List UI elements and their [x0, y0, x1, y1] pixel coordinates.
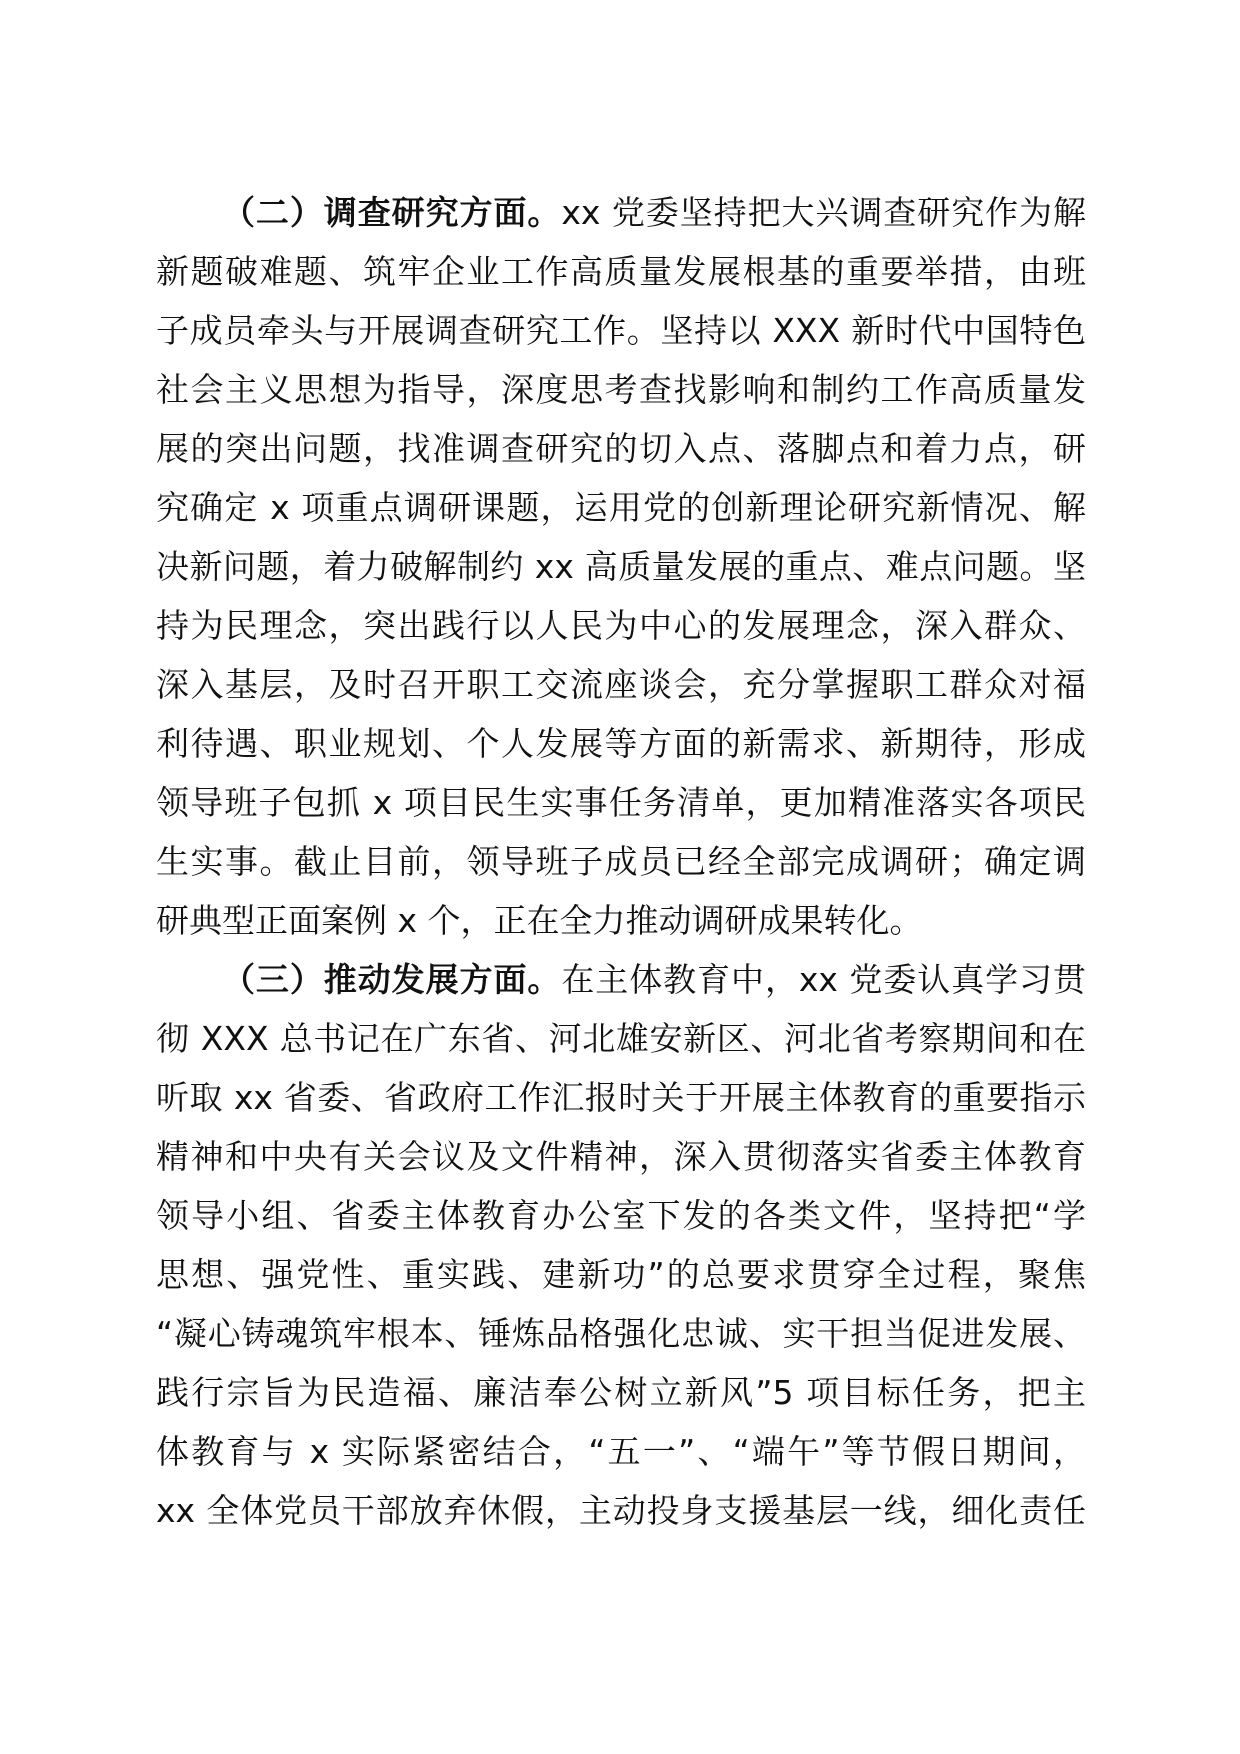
text-line: 彻 XXX 总书记在广东省、河北雄安新区、河北省考察期间和在 — [156, 1019, 1086, 1058]
text-line: 领导小组、省委主体教育办公室下发的各类文件，坚持把“学 — [156, 1196, 1086, 1235]
text-line: xx 全体党员干部放弃休假，主动投身支援基层一线，细化责任 — [156, 1491, 1086, 1530]
text-line: 究确定 x 项重点调研课题，运用党的创新理论研究新情况、解 — [156, 488, 1086, 527]
text-line: 领导班子包抓 x 项目民生实事任务清单，更加精准落实各项民 — [156, 783, 1086, 822]
section-heading: （三）推动发展方面。 — [222, 960, 562, 999]
text-line: 精神和中央有关会议及文件精神，深入贯彻落实省委主体教育 — [156, 1137, 1086, 1176]
text-line: 子成员牵头与开展调查研究工作。坚持以 XXX 新时代中国特色 — [156, 311, 1086, 350]
text-line: 决新问题，着力破解制约 xx 高质量发展的重点、难点问题。坚 — [156, 547, 1086, 586]
document-body — [156, 183, 1086, 1540]
paragraph-first-line — [156, 950, 1086, 1009]
text-line: 听取 xx 省委、省政府工作汇报时关于开展主体教育的重要指示 — [156, 1078, 1086, 1117]
paragraph-first-line — [156, 183, 1086, 242]
text-line: 深入基层，及时召开职工交流座谈会，充分掌握职工群众对福 — [156, 665, 1086, 704]
text-line: 践行宗旨为民造福、廉洁奉公树立新风”5 项目标任务，把主 — [156, 1373, 1086, 1412]
text-line: 生实事。截止目前，领导班子成员已经全部完成调研；确定调 — [156, 842, 1086, 881]
text-line: 社会主义思想为指导，深度思考查找影响和制约工作高质量发 — [156, 370, 1086, 409]
text-line: 展的突出问题，找准调查研究的切入点、落脚点和着力点，研 — [156, 429, 1086, 468]
line-text: 在主体教育中，xx 党委认真学习贯 — [561, 960, 1086, 999]
section-heading: （二）调查研究方面。 — [222, 193, 562, 232]
paragraph-research — [156, 183, 1086, 950]
text-line: 利待遇、职业规划、个人发展等方面的新需求、新期待，形成 — [156, 724, 1086, 763]
paragraph-development — [156, 950, 1086, 1540]
text-line: “凝心铸魂筑牢根本、锤炼品格强化忠诚、实干担当促进发展、 — [156, 1314, 1086, 1353]
text-line: 体教育与 x 实际紧密结合，“五一”、“端午”等节假日期间， — [156, 1432, 1086, 1471]
text-line: 研典型正面案例 x 个，正在全力推动调研成果转化。 — [156, 901, 923, 940]
text-line: 思想、强党性、重实践、建新功”的总要求贯穿全过程，聚焦 — [156, 1255, 1086, 1294]
line-text: xx 党委坚持把大兴调查研究作为解 — [561, 193, 1086, 232]
text-line: 持为民理念，突出践行以人民为中心的发展理念，深入群众、 — [156, 606, 1086, 645]
text-line: 新题破难题、筑牢企业工作高质量发展根基的重要举措，由班 — [156, 252, 1086, 291]
